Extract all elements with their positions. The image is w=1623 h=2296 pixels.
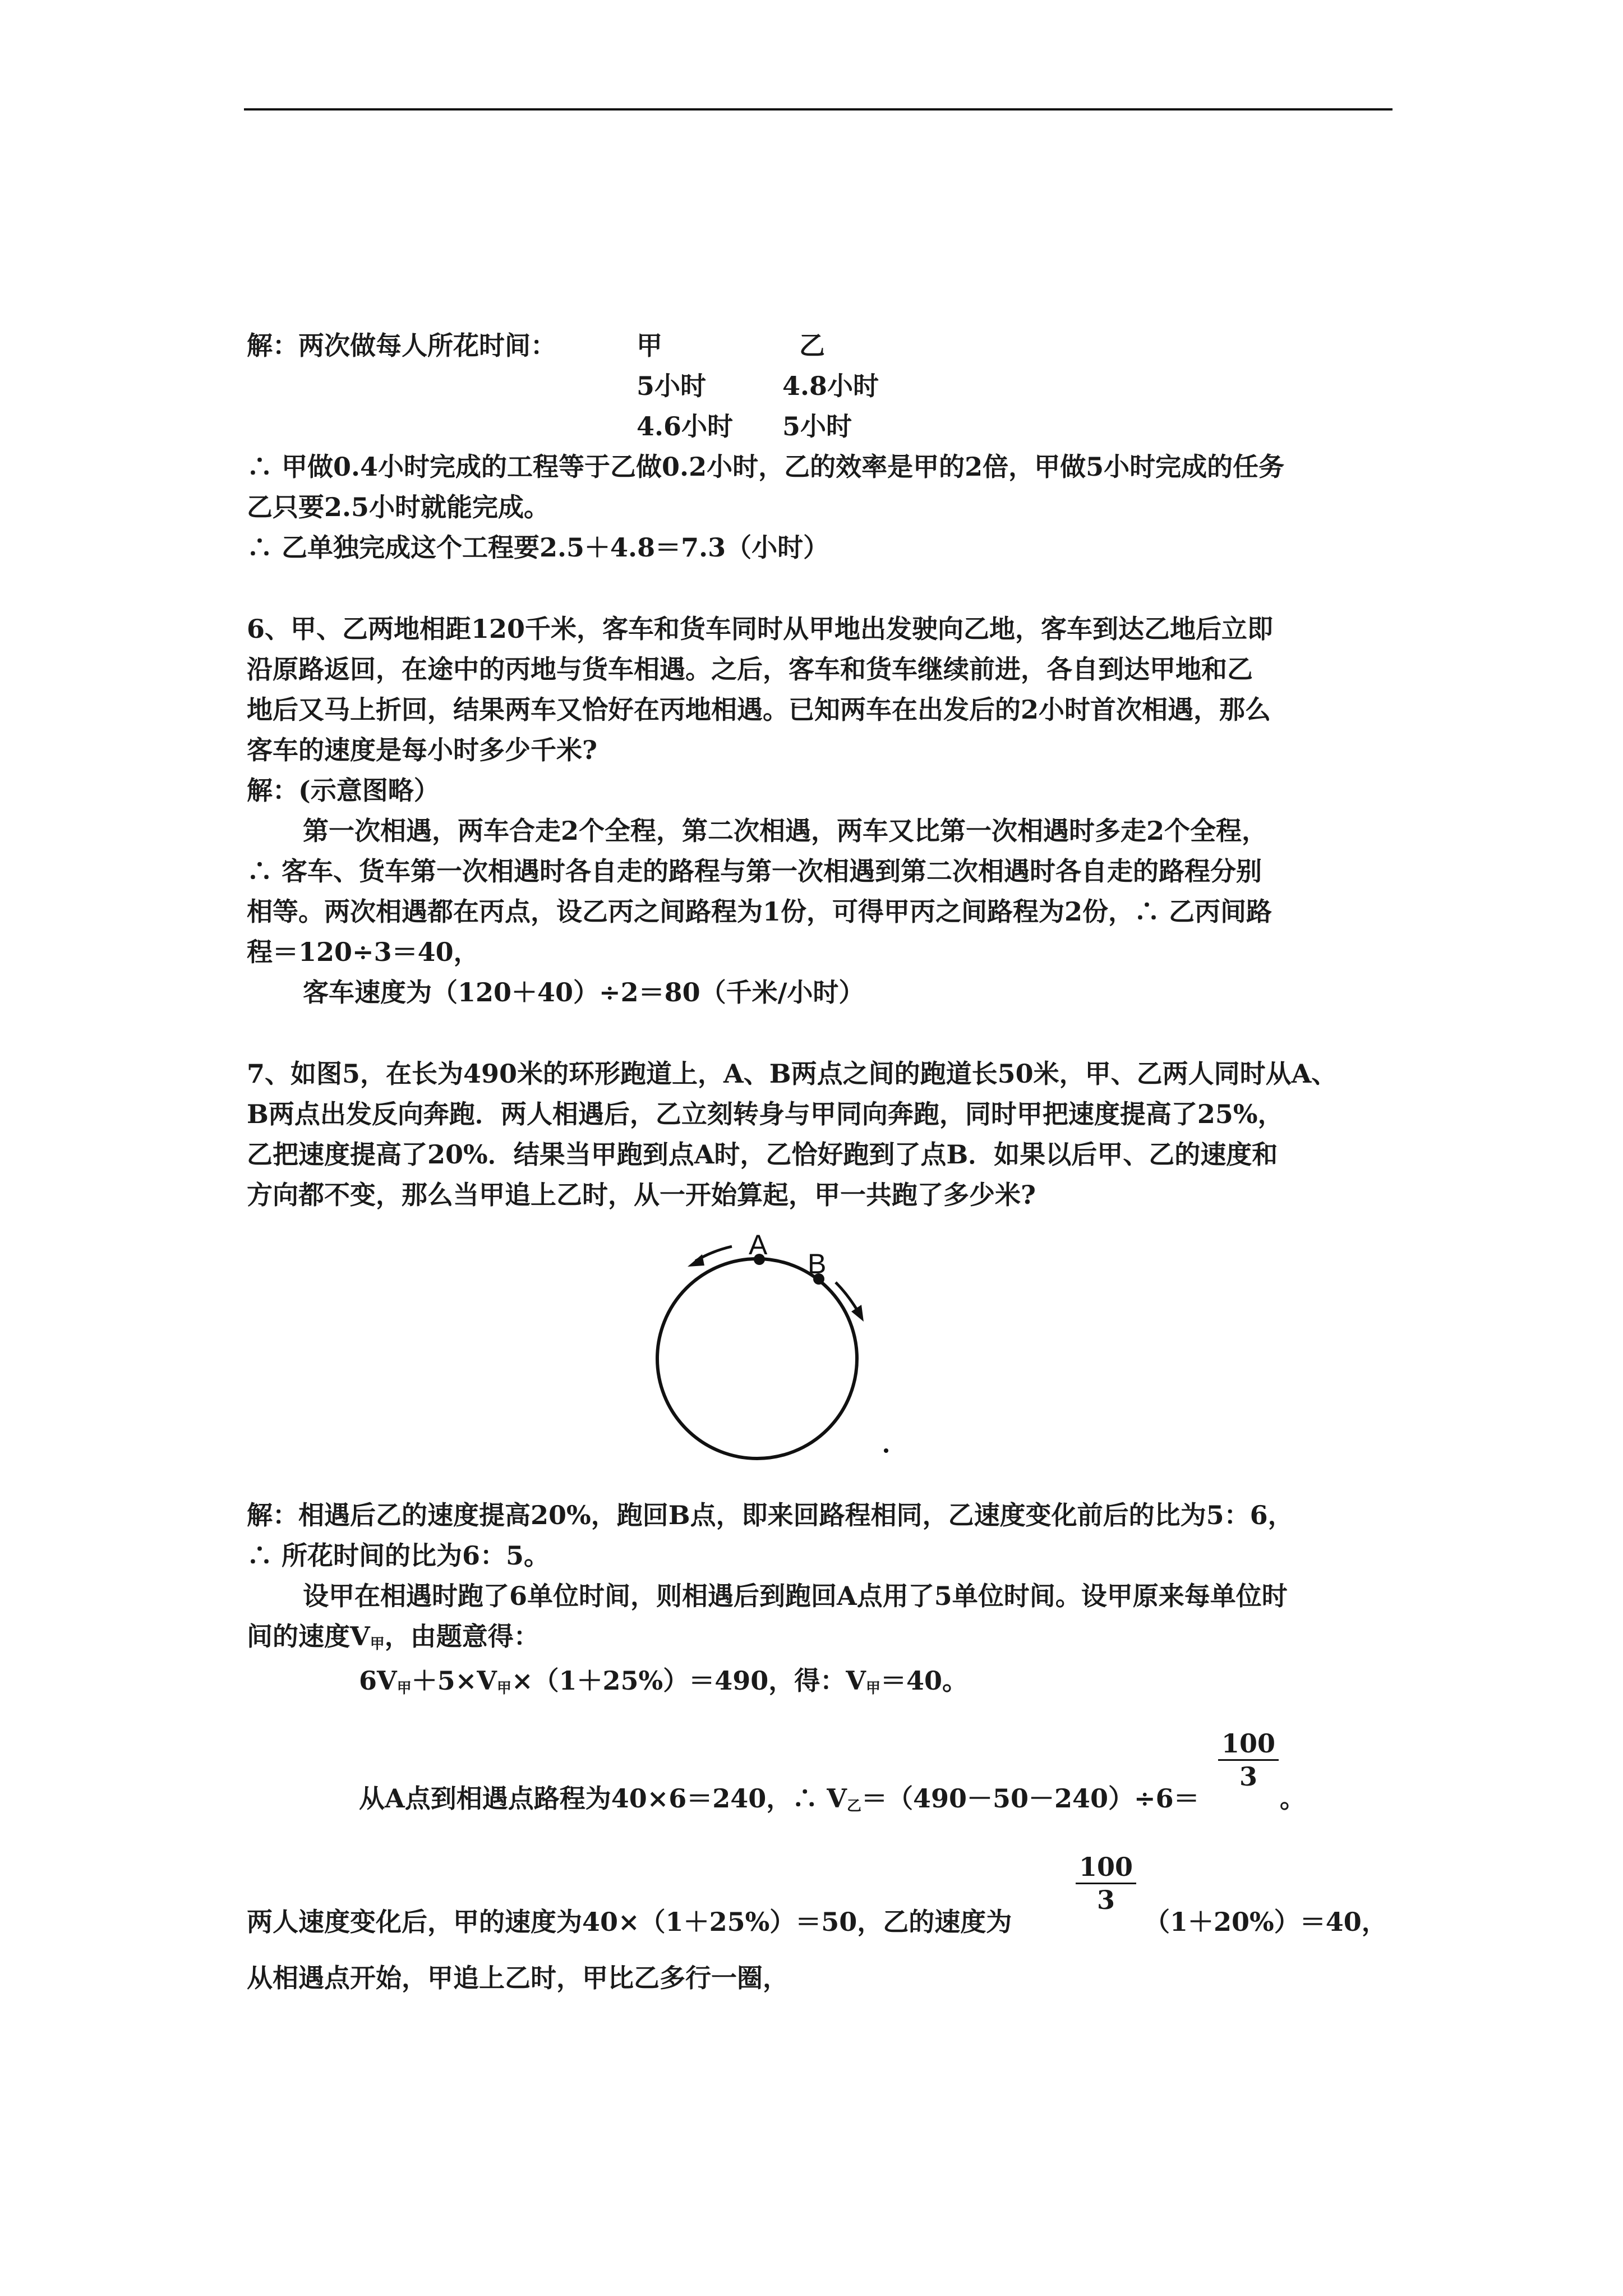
point-a-label: A (749, 1234, 768, 1260)
q7-line1: 7、如图5，在长为490米的环形跑道上，A、B两点之间的跑道长50米，甲、乙两人同时从A、 (247, 1059, 1338, 1089)
q6-line1: 6、甲、乙两地相距120千米，客车和货车同时从甲地出发驶向乙地，客车到达乙地后立即 (247, 614, 1274, 644)
q7-line4: 方向都不变，那么当甲追上乙时，从一开始算起，甲一共跑了多少米? (247, 1180, 1036, 1210)
q6-sol-line5: 程＝120÷3＝40， (247, 937, 479, 967)
fraction-100-over-3-b: $\frac{100}{3}$ (1076, 1851, 1136, 1916)
q7-equation-2-end: 。 (1280, 1783, 1306, 1814)
table-r1-yi: 4.8小时 (782, 371, 879, 401)
table-r1-jia: 5小时 (637, 371, 707, 401)
q7-equation-2: 从A点到相遇点路程为40×6＝240，∴ $V_乙=(490-50-240)\div 6=$ (359, 1783, 1200, 1815)
q6-sol-line4: 相等。两次相遇都在丙点，设乙丙之间路程为1份，可得甲丙之间路程为2份，∴ 乙丙间路 (247, 896, 1272, 927)
table-header-yi: 乙 (799, 330, 825, 361)
q7-sol-line2: ∴ 所花时间的比为6：5。 (247, 1540, 550, 1571)
table-header-jia: 甲 (637, 330, 662, 361)
q6-line3: 地后又马上折回，结果两车又恰好在丙地相遇。已知两车在出发后的2小时首次相遇，那么 (247, 694, 1271, 725)
arrow-b-head-icon (851, 1305, 864, 1322)
header-rule (244, 108, 1393, 111)
q7-sol-line5b: （1＋20%）＝40， (1144, 1907, 1387, 1937)
sol5-line1: 解：两次做每人所花时间： (247, 330, 556, 361)
stray-dot (884, 1448, 888, 1453)
q7-equation-1: $6V_甲+5\times V_甲\times(1+25\%)=490$，得：$V_甲=40$。 (359, 1665, 968, 1697)
q7-sol-line5a: 两人速度变化后，甲的速度为40×（1＋25%）＝50，乙的速度为 (247, 1907, 1012, 1937)
q7-sol-line3: 设甲在相遇时跑了6单位时间，则相遇后到跑回A点用了5单位时间。设甲原来每单位时 (303, 1581, 1288, 1611)
track-circle (657, 1259, 857, 1458)
track-figure (651, 1234, 909, 1475)
sol5-line2: ∴ 甲做0.4小时完成的工程等于乙做0.2小时，乙的效率是甲的2倍，甲做5小时完成的任务 (247, 452, 1285, 482)
q7-sol-line4: 间的速度$V_甲$，由题意得： (247, 1621, 540, 1653)
fraction-100-over-3: $\frac{100}{3}$ (1218, 1728, 1279, 1792)
q6-sol-line1: 解：(示意图略） (247, 775, 440, 806)
q7-sol-line6: 从相遇点开始，甲追上乙时，甲比乙多行一圈， (247, 1963, 789, 1993)
q7-sol-line1: 解：相遇后乙的速度提高20%，跑回B点，即来回路程相同，乙速度变化前后的比为5：6， (247, 1500, 1294, 1530)
q6-sol-line6: 客车速度为（120＋40）÷2＝80（千米/小时） (303, 977, 865, 1007)
arrow-b-right (836, 1282, 858, 1312)
q6-sol-line3: ∴ 客车、货车第一次相遇时各自走的路程与第一次相遇到第二次相遇时各自走的路程分别 (247, 856, 1262, 886)
sol5-line3: 乙只要2.5小时就能完成。 (247, 492, 550, 522)
q6-sol-line2: 第一次相遇，两车合走2个全程，第二次相遇，两车又比第一次相遇时多走2个全程， (303, 816, 1268, 846)
q7-line3: 乙把速度提高了20%．结果当甲跑到点A时，乙恰好跑到了点B．如果以后甲、乙的速度和 (247, 1139, 1278, 1170)
q6-line4: 客车的速度是每小时多少千米? (247, 735, 597, 765)
table-r2-jia: 4.6小时 (637, 411, 734, 441)
arrow-a-head-icon (688, 1254, 704, 1267)
q6-line2: 沿原路返回，在途中的丙地与货车相遇。之后，客车和货车继续前进，各自到达甲地和乙 (247, 654, 1253, 684)
q7-line2: B两点出发反向奔跑．两人相遇后，乙立刻转身与甲同向奔跑，同时甲把速度提高了25%， (247, 1099, 1284, 1129)
table-r2-yi: 5小时 (782, 411, 852, 441)
point-b-label: B (808, 1248, 827, 1280)
sol5-line4: ∴ 乙单独完成这个工程要2.5＋4.8＝7.3（小时） (247, 532, 829, 563)
